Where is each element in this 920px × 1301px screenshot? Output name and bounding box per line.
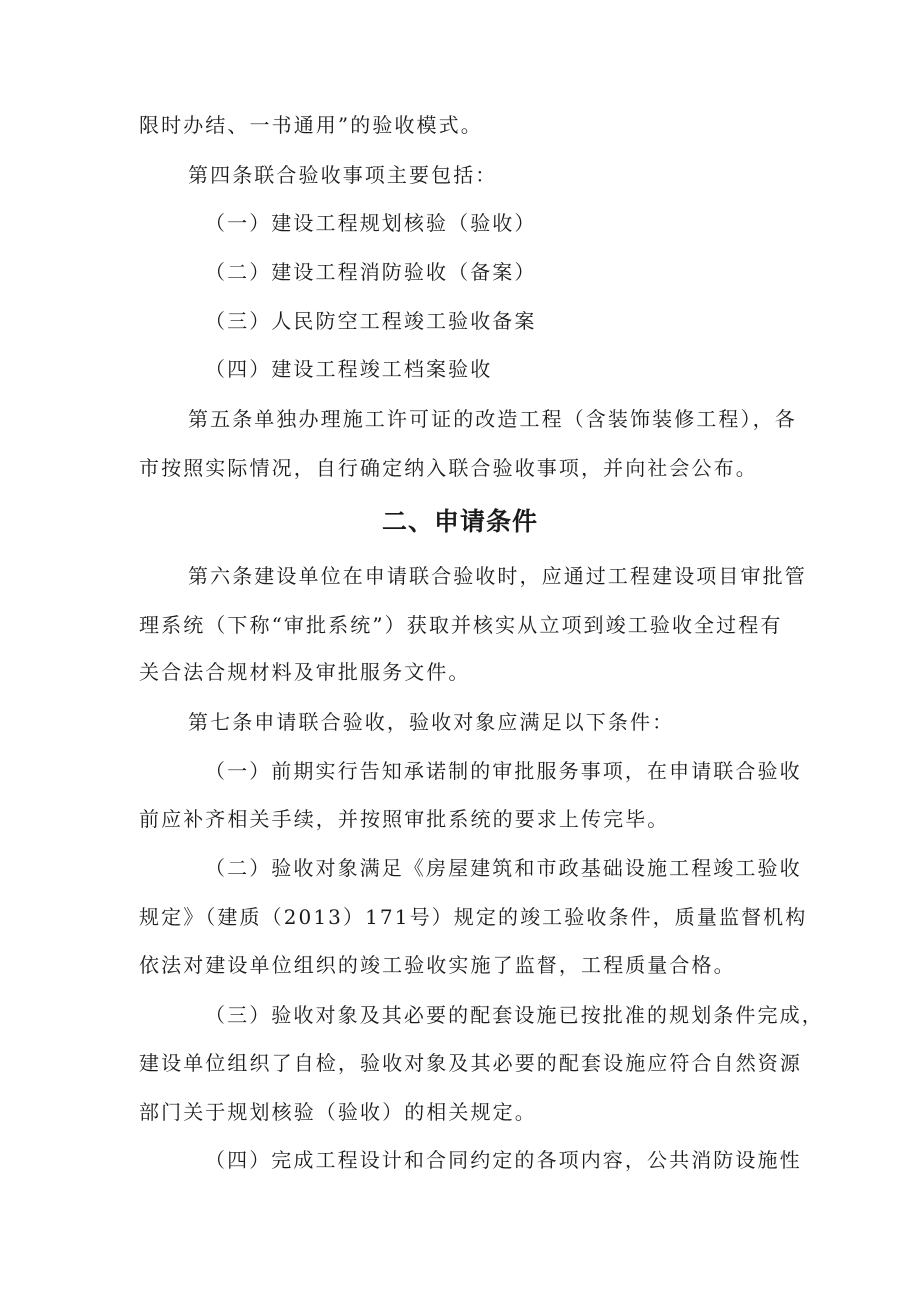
condition-2-line-1: （二）验收对象满足《房屋建筑和市政基础设施工程竣工验收 — [205, 856, 802, 880]
article-5-line-1: 第五条单独办理施工许可证的改造工程（含装饰装修工程），各 — [188, 407, 797, 431]
article-4-title: 第四条联合验收事项主要包括： — [188, 163, 498, 187]
article-5-line-2: 市按照实际情况，自行确定纳入联合验收事项，并向社会公布。 — [139, 456, 758, 480]
paragraph-line: 限时办结、一书通用”的验收模式。 — [139, 113, 483, 137]
list-item: （四）建设工程竣工档案验收 — [205, 357, 493, 381]
condition-3-line-1: （三）验收对象及其必要的配套设施已按批准的规划条件完成， — [205, 1003, 824, 1027]
article-6-line-1: 第六条建设单位在申请联合验收时，应通过工程建设项目审批管 — [188, 564, 807, 588]
list-item: （二）建设工程消防验收（备案） — [205, 260, 537, 284]
condition-1-line-2: 前应补齐相关手续，并按照审批系统的要求上传完毕。 — [139, 807, 670, 831]
condition-2-line-2: 规定》（建质（2013）171号）规定的竣工验收条件，质量监督机构 — [139, 905, 808, 929]
article-7-title: 第七条申请联合验收，验收对象应满足以下条件： — [188, 710, 675, 734]
condition-3-line-2: 建设单位组织了自检，验收对象及其必要的配套设施应符合自然资源 — [139, 1051, 802, 1075]
condition-1-line-1: （一）前期实行告知承诺制的审批服务事项，在申请联合验收 — [205, 759, 802, 783]
condition-2-line-3: 依法对建设单位组织的竣工验收实施了监督，工程质量合格。 — [139, 953, 736, 977]
section-heading: 二、申请条件 — [381, 507, 538, 536]
article-6-line-3: 关合法合规材料及审批服务文件。 — [139, 660, 471, 684]
list-item: （一）建设工程规划核验（验收） — [205, 211, 537, 235]
condition-4-line-1: （四）完成工程设计和合同约定的各项内容，公共消防设施性 — [205, 1148, 802, 1172]
condition-3-line-3: 部门关于规划核验（验收）的相关规定。 — [139, 1100, 537, 1124]
list-item: （三）人民防空工程竣工验收备案 — [205, 309, 537, 333]
article-6-line-2: 理系统（下称“审批系统”）获取并核实从立项到竣工验收全过程有 — [139, 613, 783, 637]
